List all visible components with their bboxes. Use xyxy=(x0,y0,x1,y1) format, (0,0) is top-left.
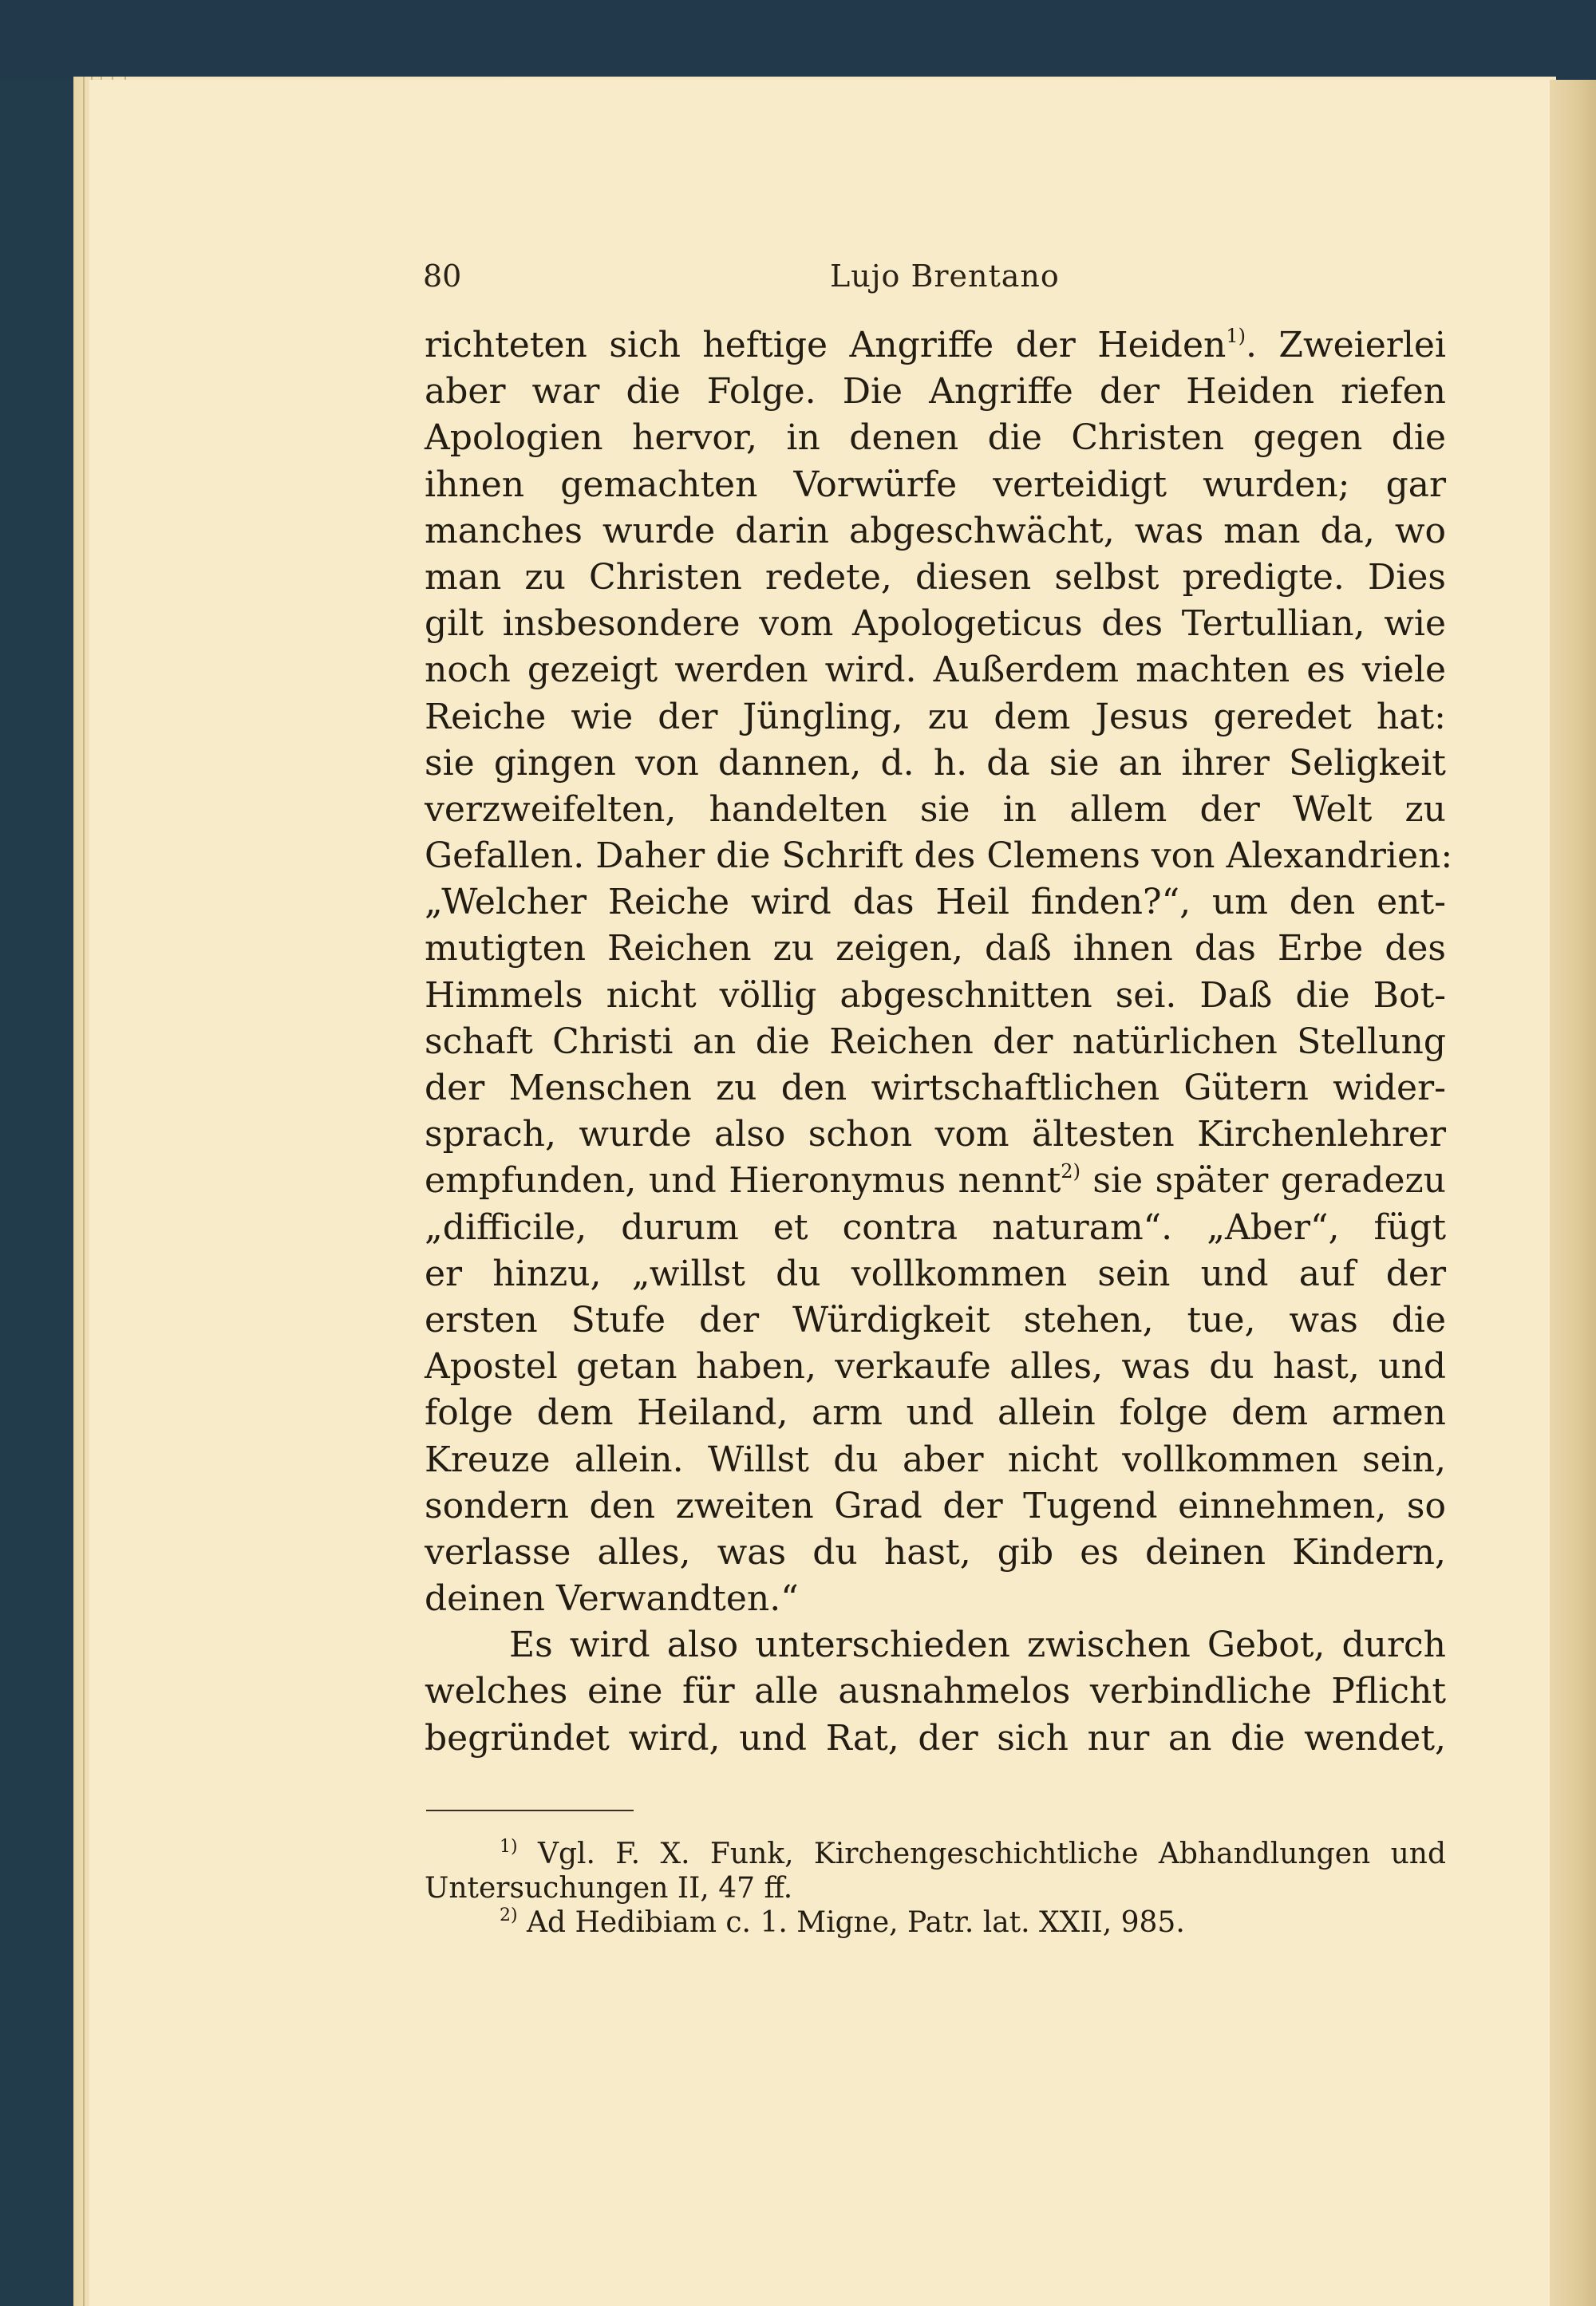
text-line: verzweifelten, handelten sie in allem der Welt zu xyxy=(425,788,1446,830)
page-header xyxy=(423,254,1444,302)
footnote-2: $^{2)}$ Ad Hedibiam c. 1. Migne, Patr. lat. XXII, 985. xyxy=(500,1905,1185,1939)
footnote-ref: 2) xyxy=(1061,1160,1080,1183)
text-line: Apologien hervor, in denen die Christen gegen die xyxy=(425,417,1446,459)
text-line: Kreuze allein. Willst du aber nicht vollkommen sein, xyxy=(425,1439,1446,1480)
text-line: noch gezeigt werden wird. Außerdem machten es viele xyxy=(425,650,1446,691)
text-line: man zu Christen redete, diesen selbst predigte. Dies xyxy=(425,556,1446,598)
text-line: deinen Verwandten.“ xyxy=(425,1578,799,1620)
text-line: begründet wird, und Rat, der sich nur an die wendet, xyxy=(425,1717,1446,1759)
text-line: gilt insbesondere vom Apologeticus des Tertullian, wie xyxy=(425,603,1446,645)
text-line: Reiche wie der Jüngling, zu dem Jesus geredet hat: xyxy=(425,696,1446,737)
text-line: ihnen gemachten Vorwürfe verteidigt wurden; gar xyxy=(425,464,1446,505)
text-line: „difficile, durum et contra naturam“. „Aber“, fügt xyxy=(425,1206,1446,1248)
page-edge xyxy=(83,77,85,2306)
right-page-edge xyxy=(1550,80,1596,2306)
main-text xyxy=(425,322,1453,1762)
page-number: 80 xyxy=(423,259,462,294)
text-line: Himmels nicht völlig abgeschnitten sei. Daß die Bot- xyxy=(425,974,1446,1016)
scan-background xyxy=(0,0,1596,80)
text-line: sprach, wurde also schon vom ältesten Kirchenlehrer xyxy=(425,1114,1446,1155)
text-line: verlasse alles, was du hast, gib es deinen Kindern, xyxy=(425,1531,1446,1573)
text-line: manches wurde darin abgeschwächt, was man da, wo xyxy=(425,510,1446,551)
text-line: welches eine für alle ausnahmelos verbindliche Pflicht xyxy=(425,1671,1446,1712)
footnote-1-cont: Untersuchungen II, 47 ff. xyxy=(425,1872,793,1905)
text-line: Gefallen. Daher die Schrift des Clemens von Alexandrien: xyxy=(425,835,1453,877)
footnote-ref: 1) xyxy=(1226,325,1246,347)
footnote-rule xyxy=(426,1810,634,1811)
text-line: aber war die Folge. Die Angriffe der Heiden riefen xyxy=(425,371,1446,413)
footnotes xyxy=(425,1837,1446,1940)
text-line: Apostel getan haben, verkaufe alles, was du hast, und xyxy=(425,1346,1446,1388)
text-line: Es wird also unterschieden zwischen Gebot, durch xyxy=(509,1625,1446,1666)
text-line: er hinzu, „willst du vollkommen sein und auf der xyxy=(425,1253,1446,1294)
text-line: sie gingen von dannen, d. h. da sie an ihrer Seligkeit xyxy=(425,742,1446,784)
text-line: der Menschen zu den wirtschaftlichen Gütern wider- xyxy=(425,1068,1446,1108)
text-line: „Welcher Reiche wird das Heil finden?“, um den ent- xyxy=(425,882,1446,923)
running-head: Lujo Brentano xyxy=(830,259,1060,294)
text-line: ersten Stufe der Würdigkeit stehen, tue, was die xyxy=(425,1299,1446,1341)
text-line: mutigten Reichen zu zeigen, daß ihnen das Erbe des xyxy=(425,928,1446,969)
text-line: richteten sich heftige Angriffe der Heiden$^{1)}$. Zweierlei xyxy=(425,325,1447,365)
text-line: empfunden, und Hieronymus nennt$^{2)}$ sie später geradezu xyxy=(425,1160,1447,1202)
text-line: schaft Christi an die Reichen der natürlichen Stellung xyxy=(425,1021,1446,1062)
text-line: folge dem Heiland, arm und allein folge dem armen xyxy=(425,1392,1446,1434)
footnote-1: $^{1)}$ Vgl. F. X. Funk, Kirchengeschichtliche Abhandlungen und xyxy=(500,1837,1446,1870)
text-line: sondern den zweiten Grad der Tugend einnehmen, so xyxy=(425,1485,1446,1526)
